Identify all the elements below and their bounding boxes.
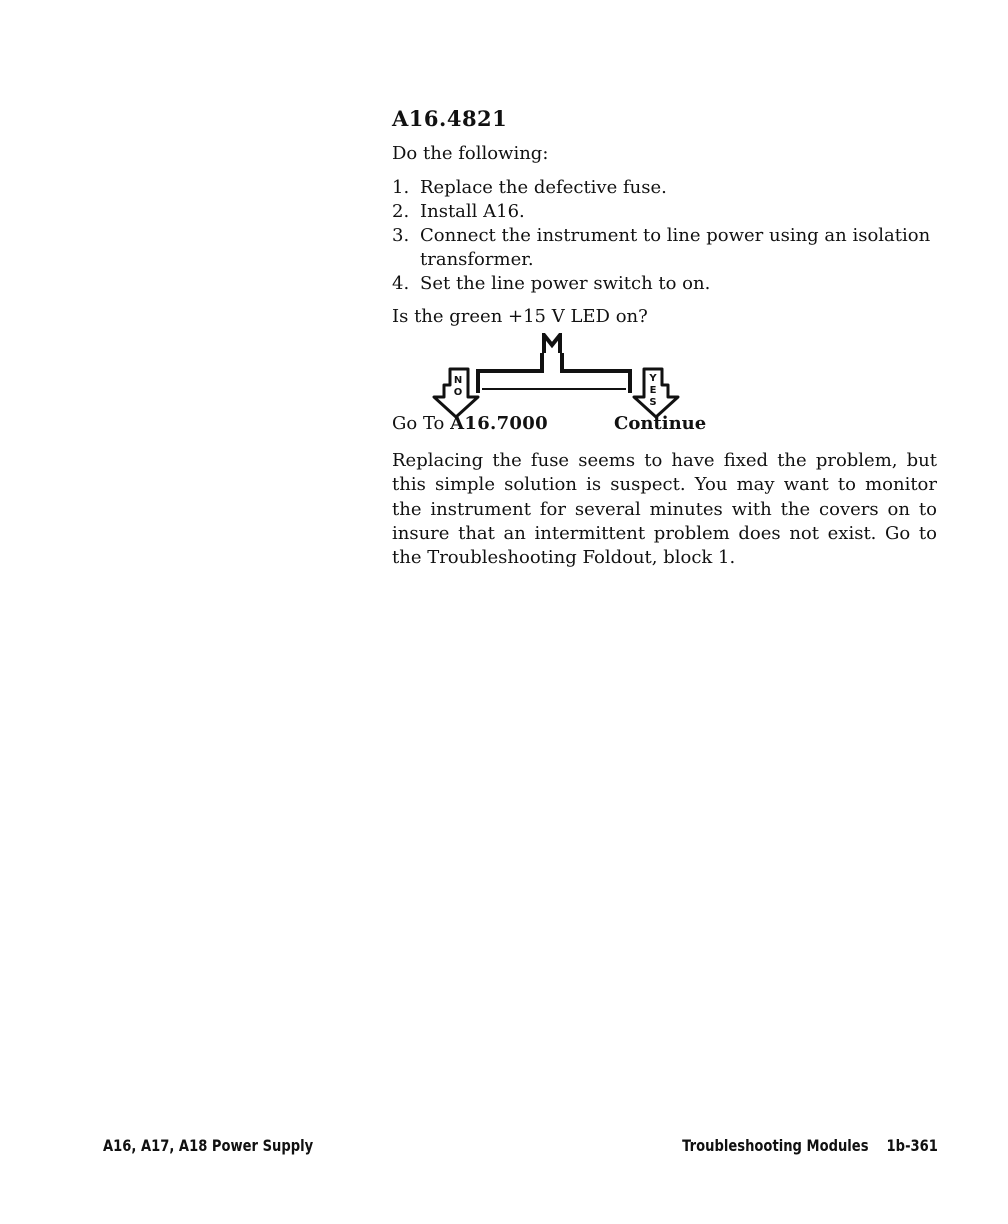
- step-item: [392, 272, 952, 296]
- step-list: [392, 176, 952, 296]
- no-branch-instruction: [392, 413, 548, 434]
- yes-letter: E: [649, 385, 657, 396]
- procedure-section: [392, 106, 952, 570]
- branch-line-left: [478, 353, 542, 393]
- step-text: Replace the defective fuse.: [420, 177, 667, 198]
- section-heading: A16.4821: [392, 106, 508, 131]
- no-letter: N: [453, 375, 463, 386]
- step-number: 4.: [392, 273, 410, 294]
- yes-branch-action: Continue: [614, 413, 707, 434]
- step-text: Set the line power switch to on.: [420, 273, 711, 294]
- step-text: Connect the instrument to line power using an isolation transformer.: [420, 225, 931, 270]
- page-number: 1b-361: [886, 1136, 938, 1155]
- footer-right: [682, 1136, 938, 1155]
- yes-letter: Y: [649, 373, 657, 384]
- explanation-paragraph: Replacing the fuse seems to have fixed the problem, but this simple solution is suspect. You may want to monitor the instrument for several minutes with the covers on to insure that an intermittent problem does not exist. Go to the Troubleshooting Foldout, block 1.: [392, 450, 937, 569]
- step-text: Install A16.: [420, 201, 525, 222]
- step-number: 1.: [392, 177, 410, 198]
- step-number: 3.: [392, 225, 410, 246]
- step-number: 2.: [392, 201, 410, 222]
- entry-mark-icon: [544, 335, 560, 353]
- step-item: [392, 200, 952, 224]
- footer-chapter-title: A16, A17, A18 Power Supply: [103, 1136, 314, 1155]
- yes-letter: S: [649, 397, 657, 408]
- no-branch-target-link[interactable]: A16.7000: [450, 413, 548, 434]
- decision-diagram: [392, 333, 692, 419]
- branch-line-right: [562, 353, 630, 393]
- footer-section-title: Troubleshooting Modules: [682, 1136, 869, 1155]
- no-letter: O: [453, 387, 463, 398]
- decision-flow: [392, 327, 952, 439]
- step-item: [392, 176, 952, 200]
- no-branch-prefix: Go To: [392, 413, 451, 434]
- decision-question: Is the green +15 V LED on?: [392, 306, 648, 327]
- intro-text: Do the following:: [392, 143, 549, 164]
- step-item: [392, 224, 952, 272]
